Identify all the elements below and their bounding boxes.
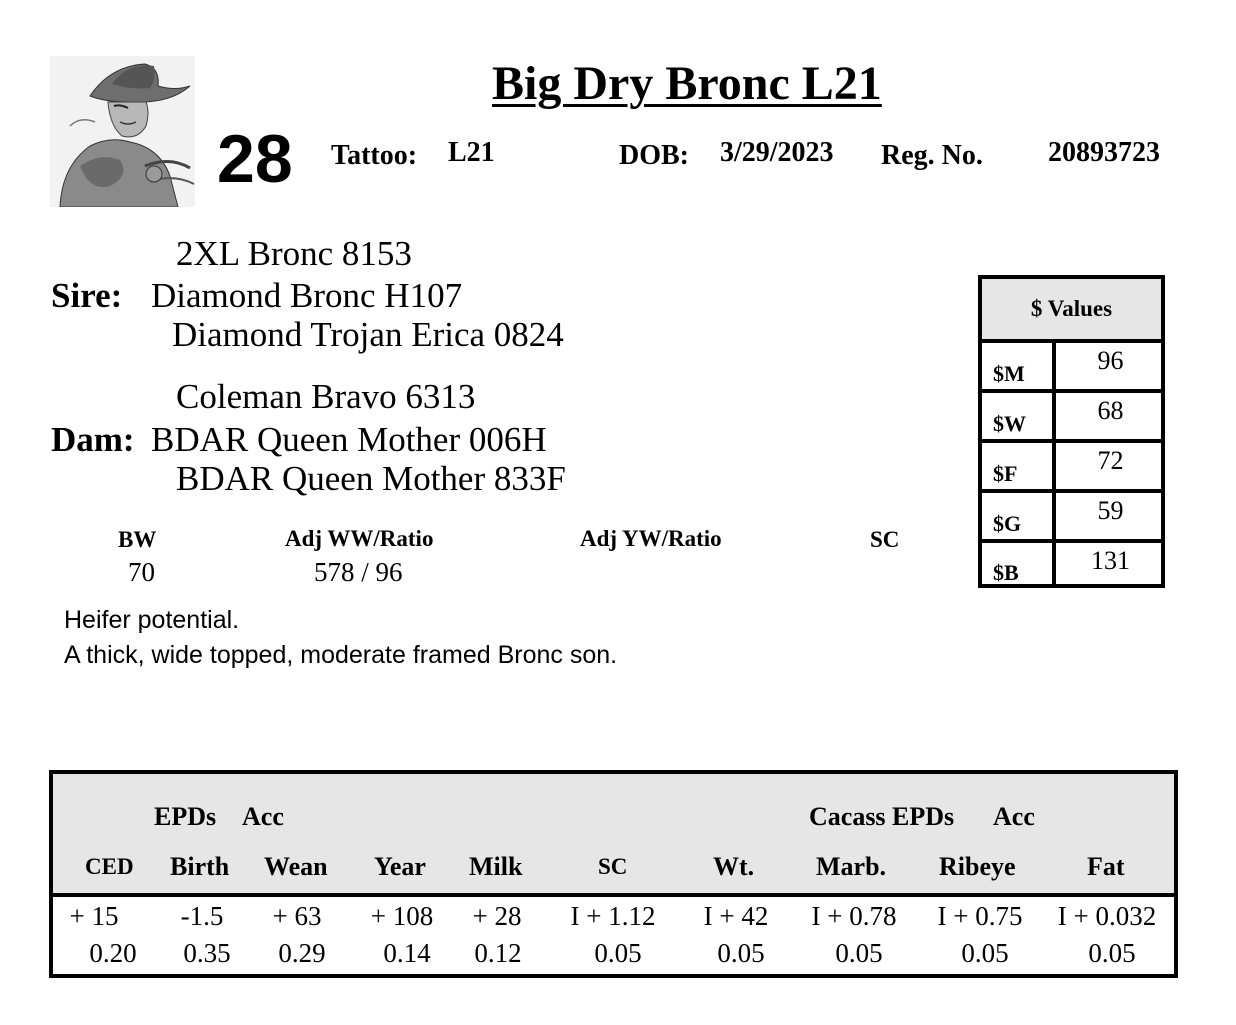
epd-value-fat: I + 0.032 xyxy=(1057,901,1157,931)
acc-value-birth: 0.35 xyxy=(183,938,231,968)
sire-name: Diamond Bronc H107 xyxy=(151,276,463,315)
tattoo-label: Tattoo: xyxy=(331,140,418,171)
dam-name: BDAR Queen Mother 006H xyxy=(151,420,547,459)
dob-label: DOB: xyxy=(619,140,689,171)
epd-group-label: EPDs xyxy=(154,802,217,831)
dollar-value-row xyxy=(982,339,1161,389)
acc-value-ribeye: 0.05 xyxy=(961,938,1009,968)
carcass-group-label: Cacass EPDs xyxy=(809,802,955,831)
dollar-value-row xyxy=(982,539,1161,588)
dob-value: 3/29/2023 xyxy=(720,137,834,168)
tattoo-value: L21 xyxy=(448,137,495,168)
epd-value-marb: I + 0.78 xyxy=(811,901,897,931)
adj-ww-label: Adj WW/Ratio xyxy=(285,526,434,551)
col-wt: Wt. xyxy=(713,852,755,881)
col-sc: SC xyxy=(598,854,628,879)
bw-value: 70 xyxy=(128,557,155,587)
bw-label: BW xyxy=(118,527,157,552)
col-birth: Birth xyxy=(170,852,230,881)
epd-value-milk: + 28 xyxy=(472,901,522,931)
acc-value-wt: 0.05 xyxy=(717,938,765,968)
acc-value-sc: 0.05 xyxy=(594,938,642,968)
dollar-value-number: 96 xyxy=(1097,346,1124,375)
acc-value-wean: 0.29 xyxy=(278,938,326,968)
dollar-value-label: $B xyxy=(982,543,1056,588)
epd-value-wt: I + 42 xyxy=(703,901,769,931)
epd-value-year: + 108 xyxy=(370,901,434,931)
reg-no-label: Reg. No. xyxy=(881,140,983,171)
dollar-value-number: 68 xyxy=(1097,396,1124,425)
dollar-value-label: $W xyxy=(982,393,1056,439)
acc-value-marb: 0.05 xyxy=(835,938,883,968)
dam-sire: Coleman Bravo 6313 xyxy=(176,377,476,416)
sire-label: Sire: xyxy=(51,276,123,315)
col-milk: Milk xyxy=(469,852,523,881)
col-ced: CED xyxy=(85,854,134,879)
adj-yw-label: Adj YW/Ratio xyxy=(580,526,722,551)
epd-table-header xyxy=(53,774,1174,897)
dam-dam: BDAR Queen Mother 833F xyxy=(176,459,566,498)
carcass-acc-group-label: Acc xyxy=(993,802,1035,831)
dollar-value-row xyxy=(982,439,1161,489)
epd-value-ribeye: I + 0.75 xyxy=(937,901,1023,931)
adj-ww-value: 578 / 96 xyxy=(314,557,403,587)
dam-label: Dam: xyxy=(51,420,135,459)
col-year: Year xyxy=(374,852,426,881)
acc-value-fat: 0.05 xyxy=(1088,938,1136,968)
dollar-value-number: 59 xyxy=(1097,496,1124,525)
animal-name-title: Big Dry Bronc L21 xyxy=(492,57,882,110)
epd-value-wean: + 63 xyxy=(272,901,322,931)
dollar-value-number: 131 xyxy=(1091,546,1130,575)
epd-acc-group-label: Acc xyxy=(242,802,284,831)
sire-sire: 2XL Bronc 8153 xyxy=(176,234,412,273)
epd-value-ced: + 15 xyxy=(69,901,119,931)
cowboy-sketch-image xyxy=(50,56,195,207)
dollar-value-label: $F xyxy=(982,443,1056,489)
epd-value-birth: -1.5 xyxy=(180,901,224,931)
sc-label: SC xyxy=(870,527,900,552)
dollar-value-label: $G xyxy=(982,493,1056,539)
acc-value-milk: 0.12 xyxy=(474,938,522,968)
dollar-value-label: $M xyxy=(982,343,1056,389)
epd-value-sc: I + 1.12 xyxy=(570,901,656,931)
col-wean: Wean xyxy=(264,852,328,881)
col-fat: Fat xyxy=(1087,852,1125,881)
note-line-2: A thick, wide topped, moderate framed Bronc son. xyxy=(64,641,618,669)
dollar-values-table xyxy=(978,275,1165,588)
epd-table xyxy=(49,770,1178,978)
dollar-values-title: $ Values xyxy=(982,279,1161,343)
acc-value-year: 0.14 xyxy=(383,938,431,968)
col-ribeye: Ribeye xyxy=(939,852,1016,881)
acc-value-ced: 0.20 xyxy=(89,938,137,968)
sire-dam: Diamond Trojan Erica 0824 xyxy=(172,315,564,354)
col-marb: Marb. xyxy=(816,852,887,881)
dollar-value-number: 72 xyxy=(1097,446,1124,475)
dollar-value-row xyxy=(982,389,1161,439)
reg-no-value: 20893723 xyxy=(1048,137,1160,168)
note-line-1: Heifer potential. xyxy=(64,606,240,634)
dollar-value-row xyxy=(982,489,1161,539)
lot-number: 28 xyxy=(217,121,293,197)
